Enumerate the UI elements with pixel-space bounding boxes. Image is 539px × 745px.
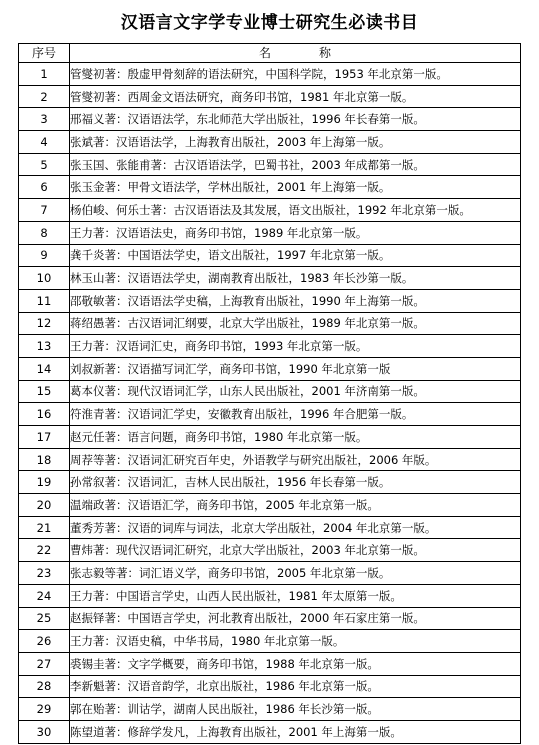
table-row (19, 562, 521, 585)
book-entry: 刘叔新著：汉语描写词汇学，商务印书馆，1990 年北京第一版 (70, 357, 521, 380)
row-number: 16 (19, 403, 70, 426)
row-number: 8 (19, 221, 70, 244)
row-number: 14 (19, 357, 70, 380)
row-number: 15 (19, 380, 70, 403)
book-entry: 张斌著：汉语语法学，上海教育出版社，2003 年上海第一版。 (70, 131, 521, 154)
table-row (19, 471, 521, 494)
book-entry: 温端政著：汉语语汇学，商务印书馆，2005 年北京第一版。 (70, 494, 521, 517)
table-row (19, 176, 521, 199)
table-row (19, 289, 521, 312)
book-entry: 张志毅等著：词汇语义学，商务印书馆，2005 年北京第一版。 (70, 562, 521, 585)
table-row (19, 494, 521, 517)
book-entry: 董秀芳著：汉语的词库与词法，北京大学出版社，2004 年北京第一版。 (70, 516, 521, 539)
row-number: 7 (19, 199, 70, 222)
row-number: 29 (19, 698, 70, 721)
reading-list-table (18, 43, 521, 744)
row-number: 12 (19, 312, 70, 335)
book-entry: 龚千炎著：中国语法学史，语文出版社，1997 年北京第一版。 (70, 244, 521, 267)
book-entry: 王力著：汉语语法史，商务印书馆，1989 年北京第一版。 (70, 221, 521, 244)
row-number: 25 (19, 607, 70, 630)
table-row (19, 720, 521, 743)
table-row (19, 357, 521, 380)
row-number: 28 (19, 675, 70, 698)
row-number: 21 (19, 516, 70, 539)
book-entry: 赵振铎著：中国语言学史，河北教育出版社，2000 年石家庄第一版。 (70, 607, 521, 630)
book-entry: 管燮初著：西周金文语法研究，商务印书馆，1981 年北京第一版。 (70, 85, 521, 108)
row-number: 11 (19, 289, 70, 312)
row-number: 3 (19, 108, 70, 131)
table-body (19, 63, 521, 744)
book-entry: 郭在贻著：训诂学，湖南人民出版社，1986 年长沙第一版。 (70, 698, 521, 721)
book-entry: 蒋绍愚著：古汉语词汇纲要，北京大学出版社，1989 年北京第一版。 (70, 312, 521, 335)
row-number: 17 (19, 426, 70, 449)
row-number: 1 (19, 63, 70, 86)
table-row (19, 426, 521, 449)
row-number: 13 (19, 335, 70, 358)
table-row (19, 403, 521, 426)
book-entry: 邵敬敏著：汉语语法学史稿，上海教育出版社，1990 年上海第一版。 (70, 289, 521, 312)
row-number: 30 (19, 720, 70, 743)
header-name: 名 称 (70, 44, 521, 63)
book-entry: 杨伯峻、何乐士著：古汉语语法及其发展，语文出版社，1992 年北京第一版。 (70, 199, 521, 222)
book-entry: 符淮青著：汉语词汇学史，安徽教育出版社，1996 年合肥第一版。 (70, 403, 521, 426)
row-number: 5 (19, 153, 70, 176)
table-row (19, 539, 521, 562)
table-row (19, 199, 521, 222)
table-row (19, 153, 521, 176)
row-number: 26 (19, 630, 70, 653)
table-row (19, 380, 521, 403)
table-row (19, 698, 521, 721)
table-row (19, 108, 521, 131)
table-row (19, 607, 521, 630)
book-entry: 曹炜著：现代汉语词汇研究，北京大学出版社，2003 年北京第一版。 (70, 539, 521, 562)
book-entry: 王力著：汉语史稿，中华书局，1980 年北京第一版。 (70, 630, 521, 653)
table-row (19, 267, 521, 290)
table-row (19, 335, 521, 358)
row-number: 27 (19, 652, 70, 675)
header-num: 序号 (19, 44, 70, 63)
book-entry: 林玉山著：汉语语法学史，湖南教育出版社，1983 年长沙第一版。 (70, 267, 521, 290)
row-number: 23 (19, 562, 70, 585)
table-row (19, 63, 521, 86)
book-entry: 王力著：中国语言学史，山西人民出版社，1981 年太原第一版。 (70, 584, 521, 607)
table-row (19, 652, 521, 675)
book-entry: 王力著：汉语词汇史，商务印书馆，1993 年北京第一版。 (70, 335, 521, 358)
book-entry: 邢福义著：汉语语法学，东北师范大学出版社，1996 年长春第一版。 (70, 108, 521, 131)
row-number: 20 (19, 494, 70, 517)
book-entry: 陈望道著：修辞学发凡，上海教育出版社，2001 年上海第一版。 (70, 720, 521, 743)
book-entry: 李新魁著：汉语音韵学，北京出版社，1986 年北京第一版。 (70, 675, 521, 698)
row-number: 2 (19, 85, 70, 108)
table-row (19, 448, 521, 471)
row-number: 18 (19, 448, 70, 471)
page-title: 汉语言文字学专业博士研究生必读书目 (120, 13, 419, 33)
table-row (19, 85, 521, 108)
row-number: 19 (19, 471, 70, 494)
table-row (19, 131, 521, 154)
table-row (19, 244, 521, 267)
book-entry: 张玉金著：甲骨文语法学，学林出版社，2001 年上海第一版。 (70, 176, 521, 199)
row-number: 6 (19, 176, 70, 199)
book-entry: 葛本仪著：现代汉语词汇学，山东人民出版社，2001 年济南第一版。 (70, 380, 521, 403)
row-number: 22 (19, 539, 70, 562)
book-entry: 赵元任著：语言问题，商务印书馆，1980 年北京第一版。 (70, 426, 521, 449)
book-entry: 张玉国、张能甫著：古汉语语法学，巴蜀书社，2003 年成都第一版。 (70, 153, 521, 176)
row-number: 10 (19, 267, 70, 290)
book-entry: 周荐等著：汉语词汇研究百年史，外语教学与研究出版社，2006 年版。 (70, 448, 521, 471)
book-entry: 管燮初著：殷虚甲骨刻辞的语法研究，中国科学院，1953 年北京第一版。 (70, 63, 521, 86)
table-header-row (19, 44, 521, 63)
row-number: 9 (19, 244, 70, 267)
book-entry: 裘锡圭著：文字学概要，商务印书馆，1988 年北京第一版。 (70, 652, 521, 675)
table-row (19, 221, 521, 244)
table-row (19, 584, 521, 607)
table-row (19, 312, 521, 335)
book-entry: 孙常叙著：汉语词汇，吉林人民出版社，1956 年长春第一版。 (70, 471, 521, 494)
table-row (19, 516, 521, 539)
table-row (19, 675, 521, 698)
row-number: 4 (19, 131, 70, 154)
row-number: 24 (19, 584, 70, 607)
table-row (19, 630, 521, 653)
